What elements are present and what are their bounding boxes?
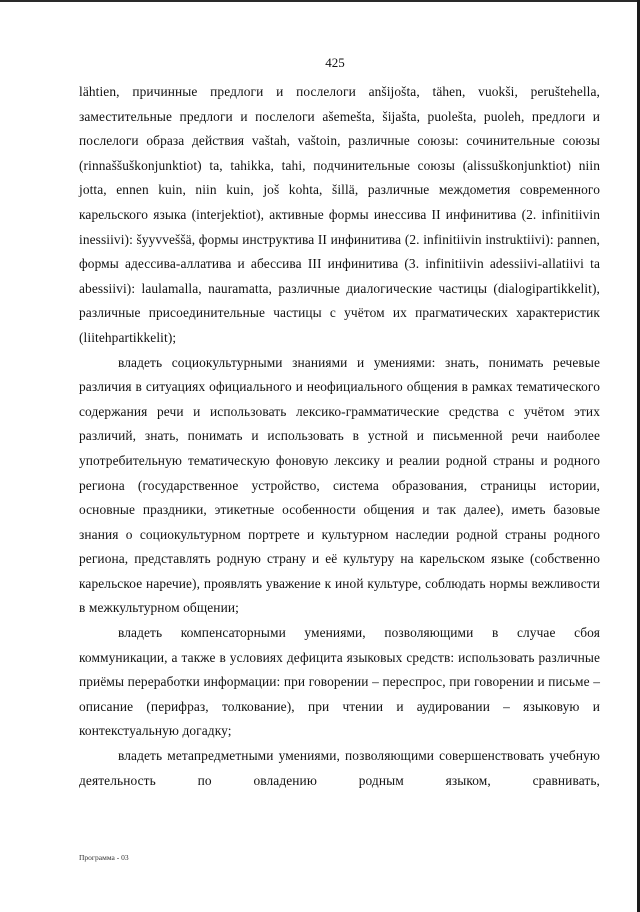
scan-edge-top	[0, 0, 640, 2]
paragraph-metasubject-skills: владеть метапредметными умениями, позволяющими совершенствовать учебную деятельность по овладению родным языком, сравнивать,	[79, 748, 600, 788]
body-text	[79, 80, 600, 793]
page-number: 425	[325, 55, 345, 70]
paragraph-grammar-list: lähtien, причинные предлоги и послелоги anšijošta, tähen, vuokši, peruštehella, заместительные предлоги и послелоги ašemešta, šijašta, puolešta, puoleh, предлоги и послелоги образа действия vaštah, vaštoin, различные союзы: сочинительные союзы (rinnaššuškonjunktiot) ta, tahikka, tahi, подчинительные союзы (alissuškonjunktiot) niin jotta, ennen kuin, niin kuin, još kohta, šillä, различные междометия современного карельского языка (interjektiot), активные формы инессива II инфинитива (2. infinitiivin inessiivi): šyyvveššä, формы инструктива II инфинитива (2. infinitiivin instruktiivi): pannen, формы адессива-аллатива и абессива III инфинитива (3. infinitiivin adessiivi-allatiivi ta abessiivi): laulamalla, nauramatta, различные диалогические частицы (dialogipartikkelit), различные присоединительные частицы с учётом их прагматических характеристик (liitehpartikkelit);	[79, 84, 600, 345]
paragraph-sociocultural-skills: владеть социокультурными знаниями и умениями: знать, понимать речевые различия в ситуациях официального и неофициального общения в рамках тематического содержания речи и использовать лексико-грамматические средства с учётом этих различий, знать, понимать и использовать в устной и письменной речи наиболее употребительную тематическую фоновую лексику и реалии родной страны и родного региона (государственное устройство, система образования, страницы истории, основные праздники, этикетные особенности общения и так далее), иметь базовые знания о социокультурном портрете и культурном наследии родной страны родного региона, представлять родную страну и её культуру на карельском языке (собственно карельское наречие), проявлять уважение к иной культуре, соблюдать нормы вежливости в межкультурном общении;	[79, 354, 600, 616]
footer-code: Программа - 03	[79, 853, 129, 862]
paragraph-compensatory-skills: владеть компенсаторными умениями, позволяющими в случае сбоя коммуникации, а также в условиях дефицита языковых средств: использовать различные приёмы переработки информации: при говорении – переспрос, при говорении и письме – описание (перифраз, толкование), при чтении и аудировании – языковую и контекстуальную догадку;	[79, 625, 600, 739]
